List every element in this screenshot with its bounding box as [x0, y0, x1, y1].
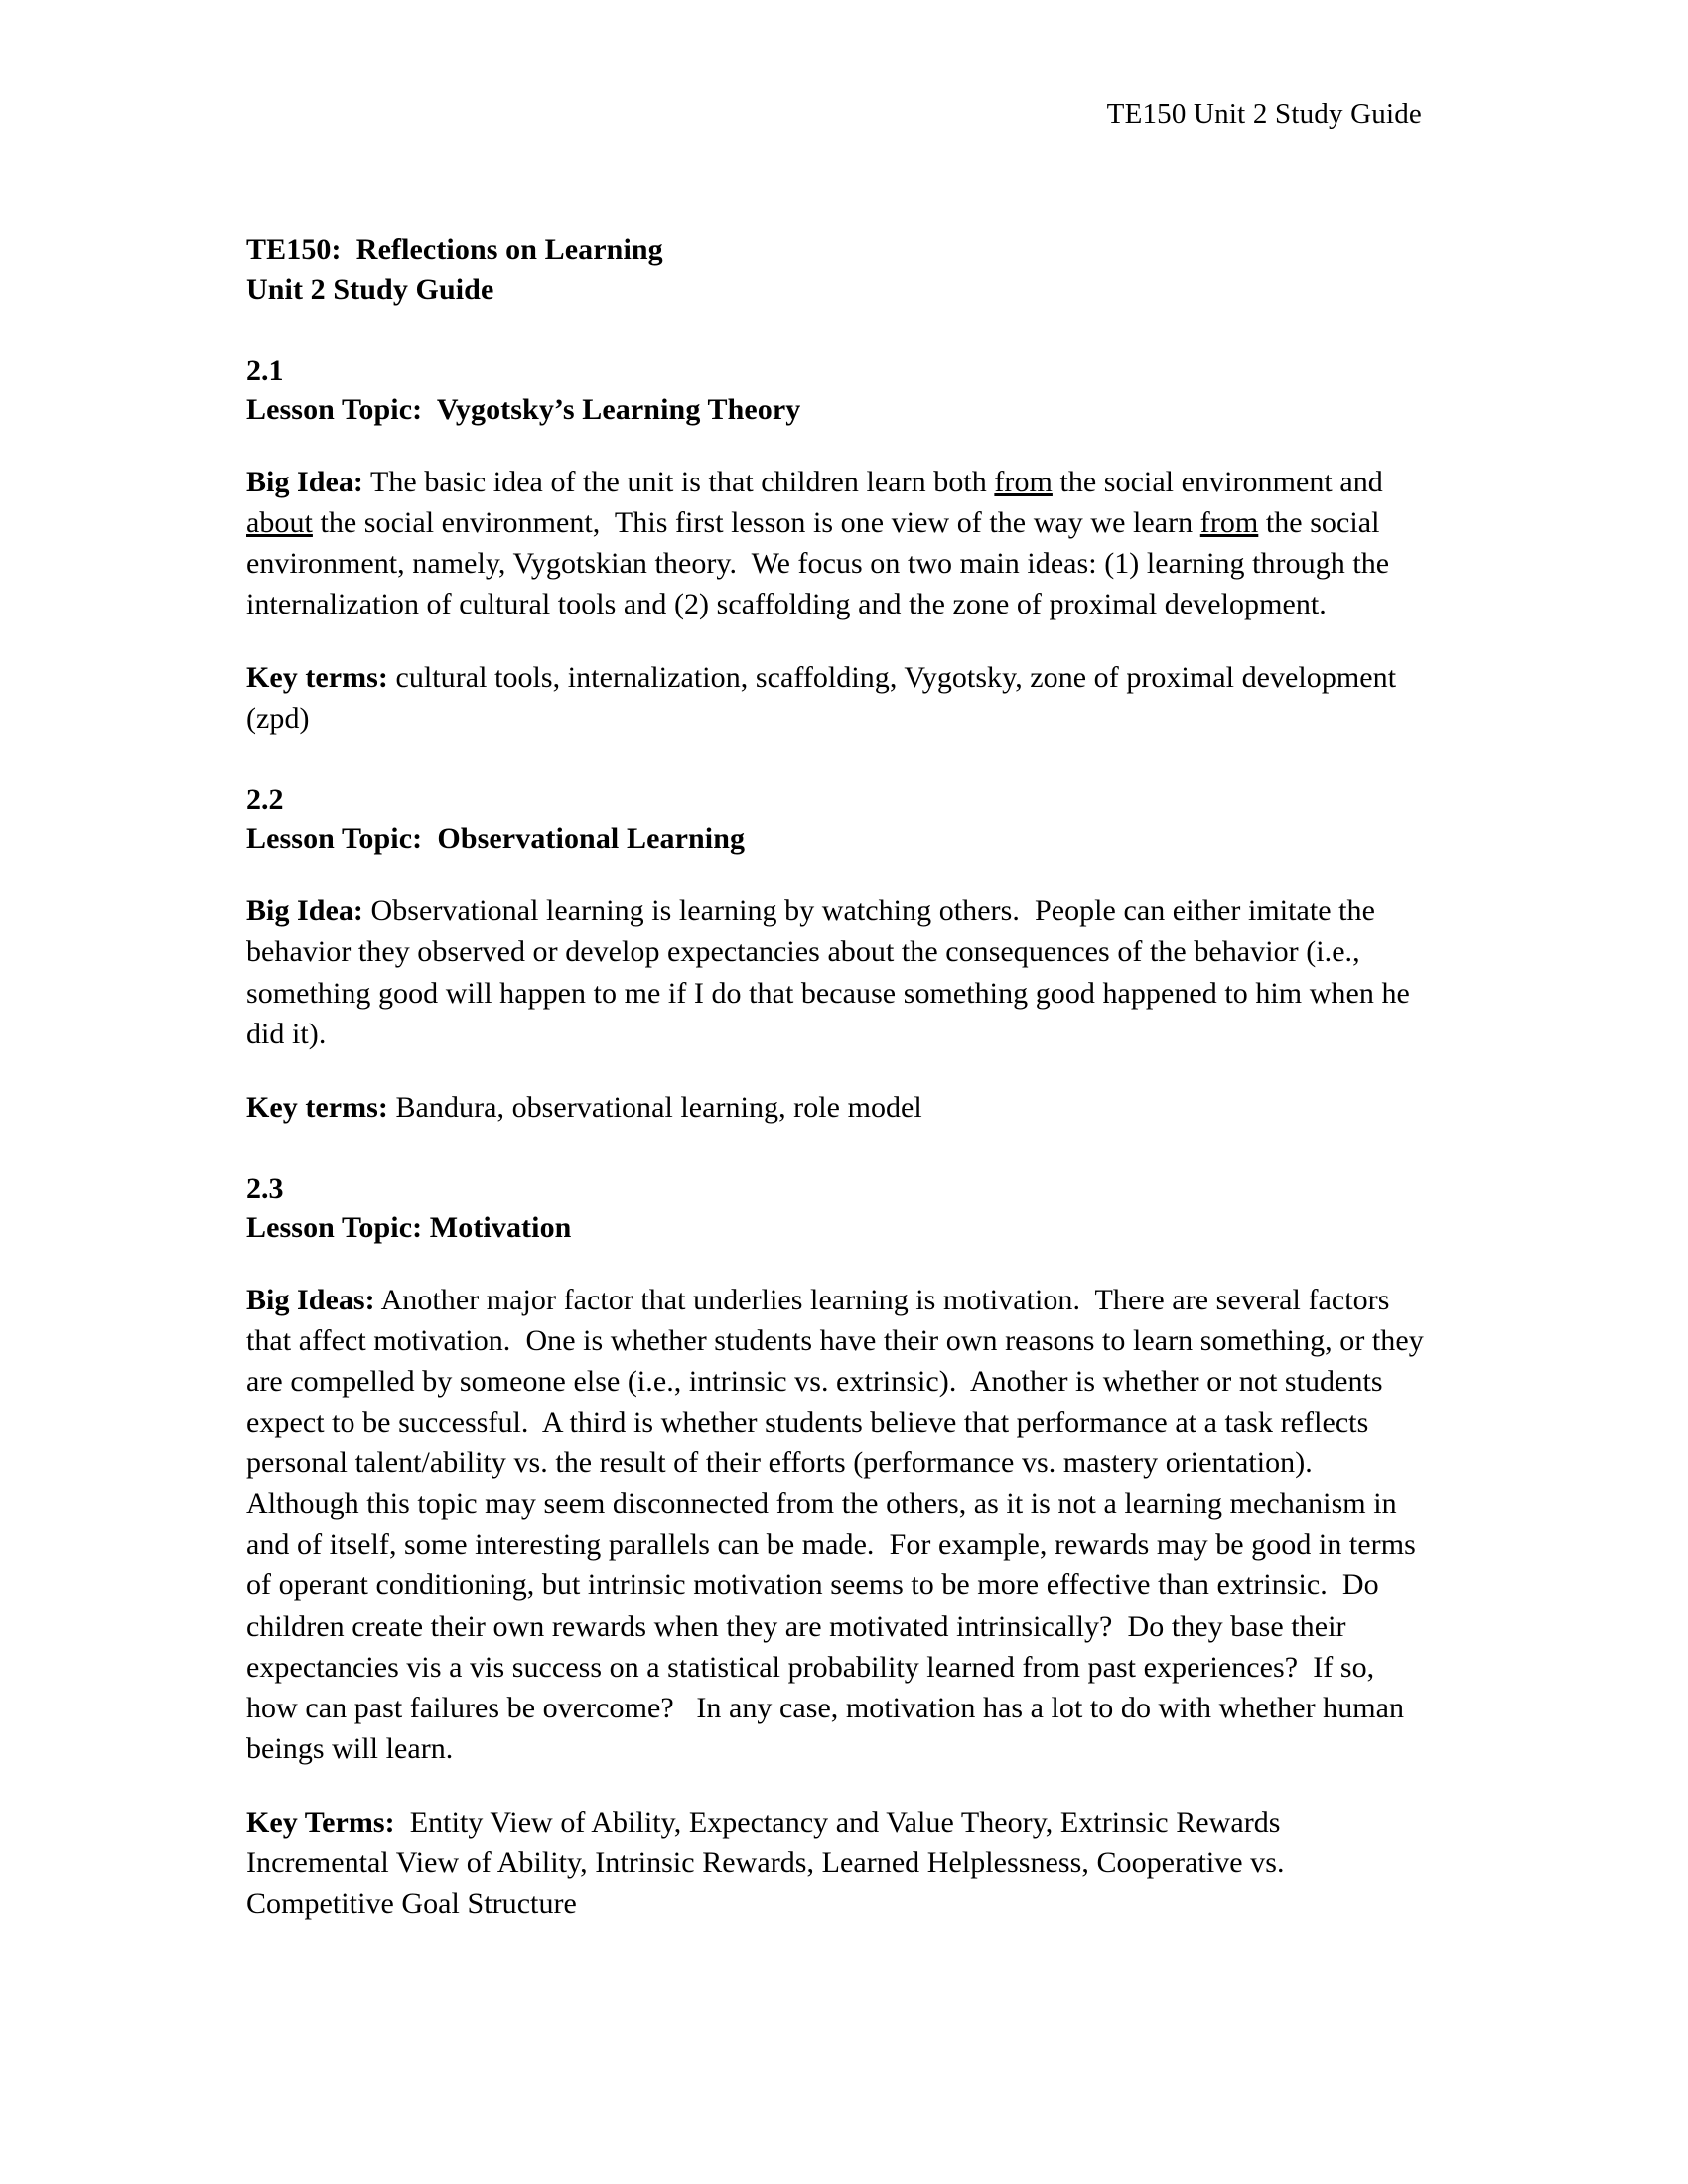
running-header: TE150 Unit 2 Study Guide	[1106, 98, 1422, 130]
section-2-3	[246, 1169, 1432, 1924]
section-topic: Lesson Topic: Motivation	[246, 1210, 572, 1244]
key-terms-paragraph	[246, 657, 1428, 739]
key-terms-label: Key terms:	[246, 1090, 388, 1124]
page-title-line-1: TE150: Reflections on Learning	[246, 233, 663, 266]
key-terms-label: Key terms:	[246, 661, 388, 695]
big-idea-label: Big Idea:	[246, 894, 363, 928]
big-idea-paragraph	[246, 890, 1428, 1053]
section-number: 2.1	[246, 353, 284, 387]
key-terms-text: cultural tools, internalization, scaffolding, Vygotsky, zone of proximal development (zpd)	[246, 661, 1404, 736]
key-terms-paragraph	[246, 1087, 1428, 1128]
key-terms-text: Entity View of Ability, Expectancy and Value Theory, Extrinsic Rewards Incremental View of Ability, Intrinsic Rewards, Learned Helplessness, Cooperative vs. Competitive Goal Structure	[246, 1805, 1293, 1921]
big-ideas-label: Big Ideas:	[246, 1283, 375, 1316]
section-number: 2.2	[246, 783, 284, 817]
section-number: 2.3	[246, 1171, 284, 1205]
big-idea-text: The basic idea of the unit is that children learn both from the social environment and about the social environment, This first lesson is one view of the way we learn from the social environment, namely, Vygotskian theory. We focus on two main ideas: (1) learning through the internalization of cultural tools and (2) scaffolding and the zone of proximal development.	[246, 465, 1397, 621]
big-idea-paragraph	[246, 462, 1428, 624]
page-title	[246, 230, 1428, 310]
document-body	[246, 230, 1432, 1954]
section-topic: Lesson Topic: Observational Learning	[246, 822, 746, 856]
key-terms-label: Key Terms:	[246, 1805, 395, 1839]
key-terms-paragraph	[246, 1802, 1428, 1924]
key-terms-text: Bandura, observational learning, role model	[387, 1090, 922, 1124]
big-idea-label: Big Idea:	[246, 465, 363, 498]
section-2-1	[246, 351, 1428, 740]
section-topic: Lesson Topic: Vygotsky’s Learning Theory	[246, 392, 801, 426]
big-ideas-text: Another major factor that underlies learning is motivation. There are several factors that affect motivation. One is whether students have their own reasons to learn something, or they are compelled by someone else (i.e., intrinsic vs. extrinsic). Another is whether or not students expect to be successful. A third is whether students believe that performance at a task reflects personal talent/ability vs. the result of their efforts (performance vs. mastery orientation). Although this topic may seem disconnected from the others, as it is not a learning mechanism in and of itself, some interesting parallels can be made. For example, rewards may be good in terms of operant conditioning, but intrinsic motivation seems to be more effective than extrinsic. Do children create their own rewards when they are motivated intrinsically? Do they base their expectancies vis a vis success on a statistical probability learned from past experiences? If so, how can past failures be overcome? In any case, motivation has a lot to do with whether human beings will learn.	[246, 1283, 1432, 1765]
page-title-line-2: Unit 2 Study Guide	[246, 272, 494, 306]
big-idea-paragraph	[246, 1280, 1432, 1769]
big-idea-text: Observational learning is learning by watching others. People can either imitate the behavior they observed or develop expectancies about the consequences of the behavior (i.e., something good will happen to me if I do that because something good happened to him when he did it).	[246, 894, 1418, 1050]
section-2-2	[246, 780, 1428, 1127]
